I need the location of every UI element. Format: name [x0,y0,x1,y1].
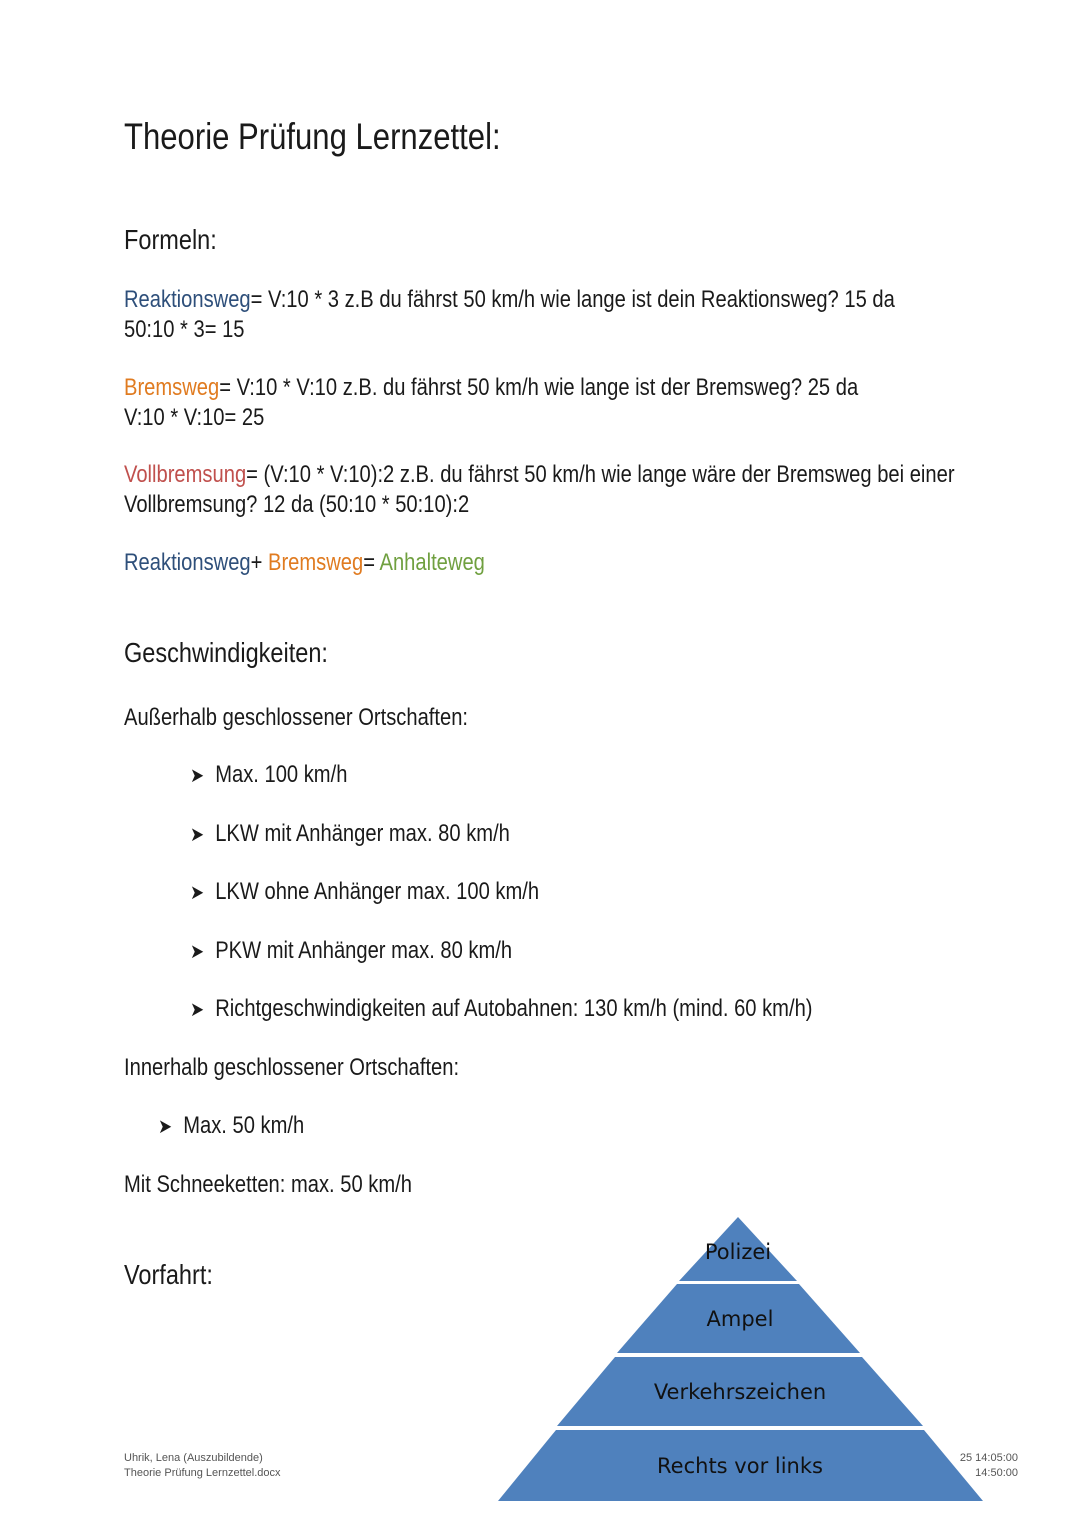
speeds-heading: Geschwindigkeiten: [124,637,328,668]
footer-author: Uhrik, Lena (Auszubildende) [124,1452,263,1464]
arrow-bullet-icon: ➤ [158,1116,173,1138]
page-title: Theorie Prüfung Lernzettel: [124,116,501,157]
formula-reaktionsweg: Reaktionsweg= V:10 * 3 z.B du fährst 50 km/h wie lange ist dein Reaktionsweg? 15 da 50:10 * 3= 15 [124,286,895,343]
arrow-bullet-icon: ➤ [190,999,205,1021]
pyramid-label: Ampel [706,1307,774,1331]
pyramid-label: Verkehrszeichen [653,1380,827,1404]
footer-time-created: 25 14:05:00 [959,1452,1018,1464]
term-bremsweg: Bremsweg [124,374,220,401]
formula-bremsweg: Bremsweg= V:10 * V:10 z.B. du fährst 50 km/h wie lange ist der Bremsweg? 25 da V:10 * V:10= 25 [124,374,859,431]
footer-left [124,1451,281,1481]
term-vollbremsung: Vollbremsung [124,461,247,488]
formula-anhalteweg: Reaktionsweg+ Bremsweg= Anhalteweg [124,549,485,576]
list-item: ➤ Max. 50 km/h [158,1112,305,1139]
inside-label: Innerhalb geschlossener Ortschaften: [124,1054,460,1081]
pyramid-label: Rechts vor links [657,1454,823,1478]
list-item: ➤ LKW ohne Anhänger max. 100 km/h [190,878,540,905]
footer-time-modified: 14:50:00 [975,1467,1018,1479]
list-item: ➤ Max. 100 km/h [190,761,348,788]
formula-vollbremsung: Vollbremsung= (V:10 * V:10):2 z.B. du fährst 50 km/h wie lange wäre der Bremsweg bei einer Vollbremsung? 12 da (50:10 * 50:10):2 [124,461,955,518]
outside-label: Außerhalb geschlossener Ortschaften: [124,704,469,731]
arrow-bullet-icon: ➤ [190,765,205,787]
snow-chains-note: Mit Schneeketten: max. 50 km/h [124,1171,412,1198]
vorfahrt-heading: Vorfahrt: [124,1259,213,1290]
term-reaktionsweg: Reaktionsweg [124,286,251,313]
arrow-bullet-icon: ➤ [190,882,205,904]
pyramid-label: Polizei [704,1240,772,1264]
footer-right [960,1451,1018,1481]
formulas-heading: Formeln: [124,224,217,255]
footer-filename: Theorie Prüfung Lernzettel.docx [124,1467,281,1479]
arrow-bullet-icon: ➤ [190,824,205,846]
list-item: ➤ Richtgeschwindigkeiten auf Autobahnen: 130 km/h (mind. 60 km/h) [190,995,813,1022]
list-item: ➤ PKW mit Anhänger max. 80 km/h [190,937,513,964]
list-item: ➤ LKW mit Anhänger max. 80 km/h [190,820,510,847]
arrow-bullet-icon: ➤ [190,941,205,963]
